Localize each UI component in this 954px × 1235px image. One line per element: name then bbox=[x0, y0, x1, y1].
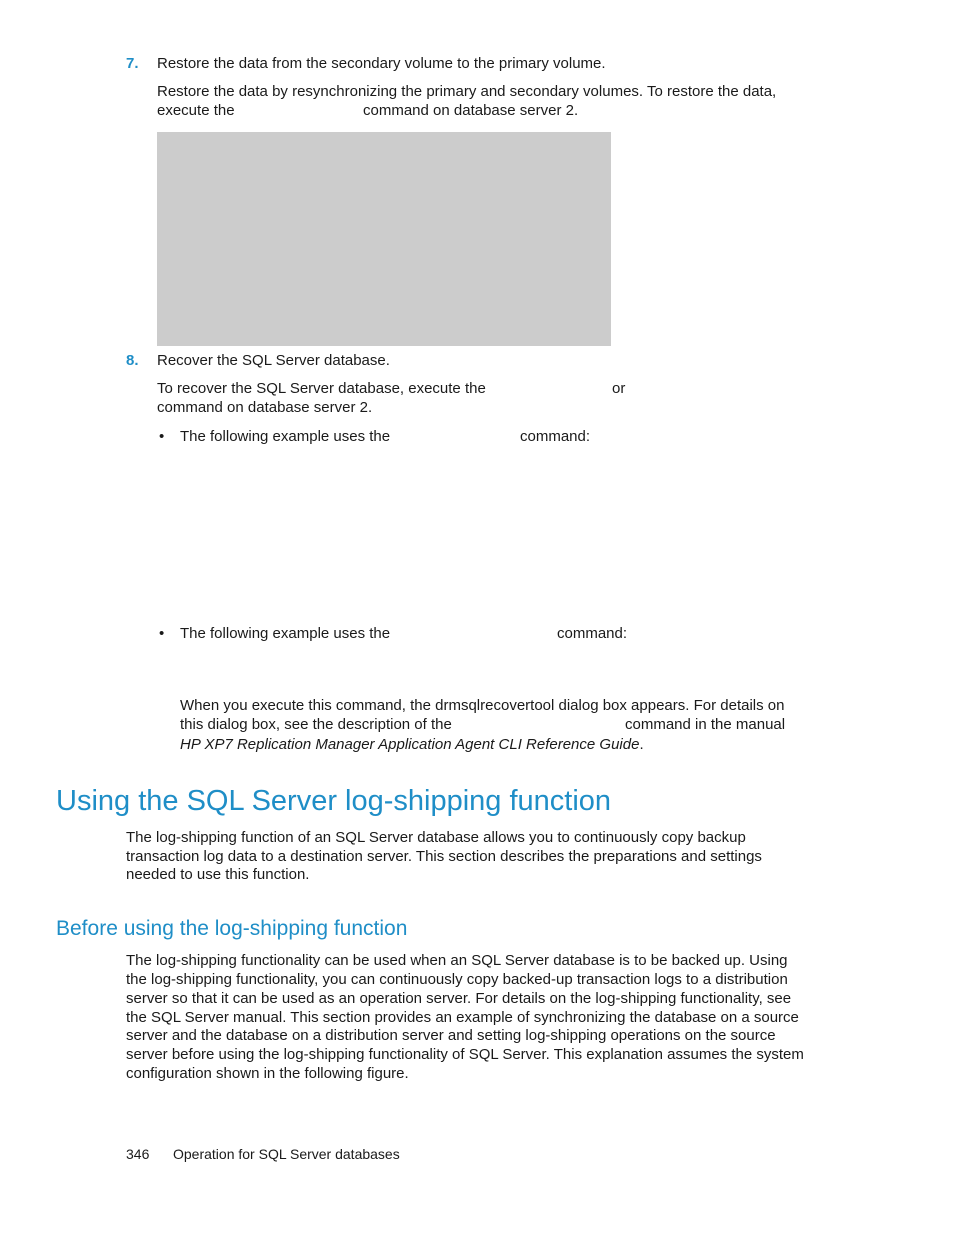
subsection-para-line7: configuration shown in the following figure. bbox=[126, 1065, 409, 1082]
step-8-title: Recover the SQL Server database. bbox=[157, 352, 390, 369]
reference-guide-title: HP XP7 Replication Manager Application Agent CLI Reference Guide bbox=[180, 736, 640, 753]
code-example-box bbox=[157, 132, 611, 346]
footer-chapter: Operation for SQL Server databases bbox=[173, 1146, 400, 1162]
bullet-1-pre: The following example uses the bbox=[180, 428, 391, 445]
step-7-number: 7. bbox=[126, 55, 139, 72]
step-7-title: Restore the data from the secondary volume to the primary volume. bbox=[157, 55, 606, 72]
subsection-para-line3: server so that it can be used as an operation server. For details on the log-shipping functionality, see bbox=[126, 990, 792, 1007]
section-heading: Using the SQL Server log-shipping function bbox=[56, 785, 612, 817]
bullet-1-post: command: bbox=[520, 428, 591, 445]
page-number: 346 bbox=[126, 1146, 150, 1162]
subsection-para-line2: the log-shipping functionality, you can continuously copy backed-up transaction logs to a distribution bbox=[126, 971, 788, 988]
note-line2-pre: this dialog box, see the description of the bbox=[180, 716, 452, 733]
step-8-desc-line1-pre: To recover the SQL Server database, execute the bbox=[157, 380, 486, 397]
note-line3-end: . bbox=[639, 736, 644, 753]
subsection-para-line4: the SQL Server manual. This section provides an example of synchronizing the database on a source bbox=[126, 1009, 799, 1026]
subsection-para-line6: server before using the log-shipping functionality of SQL Server. This explanation assumes the system bbox=[126, 1046, 804, 1063]
note-line2-post: command in the manual bbox=[625, 716, 786, 733]
bullet-2-symbol: • bbox=[159, 625, 165, 642]
step-8-desc-line1-post: or bbox=[612, 380, 626, 397]
step-7-desc-line1: Restore the data by resynchronizing the primary and secondary volumes. To restore the data, bbox=[157, 83, 777, 100]
step-7-desc-line2-pre: execute the bbox=[157, 102, 235, 119]
note-line3 bbox=[180, 735, 644, 754]
subsection-para-line1: The log-shipping functionality can be used when an SQL Server database is to be backed up. Using bbox=[126, 952, 788, 969]
section-para-line2: transaction log data to a destination server. This section describes the preparations and settings bbox=[126, 848, 762, 865]
section-para-line3: needed to use this function. bbox=[126, 866, 310, 883]
bullet-2-pre: The following example uses the bbox=[180, 625, 391, 642]
subsection-para-line5: server and the database on a distribution server and setting log-shipping operations on the source bbox=[126, 1027, 776, 1044]
section-para-line1: The log-shipping function of an SQL Server database allows you to continuously copy backup bbox=[126, 829, 746, 846]
bullet-2-post: command: bbox=[557, 625, 628, 642]
step-7-desc-line2-post: command on database server 2. bbox=[363, 102, 579, 119]
subsection-heading: Before using the log-shipping function bbox=[56, 917, 408, 940]
note-line1: When you execute this command, the drmsqlrecovertool dialog box appears. For details on bbox=[180, 697, 785, 714]
step-8-number: 8. bbox=[126, 352, 139, 369]
bullet-1-symbol: • bbox=[159, 428, 165, 445]
step-8-desc-line2: command on database server 2. bbox=[157, 399, 373, 416]
